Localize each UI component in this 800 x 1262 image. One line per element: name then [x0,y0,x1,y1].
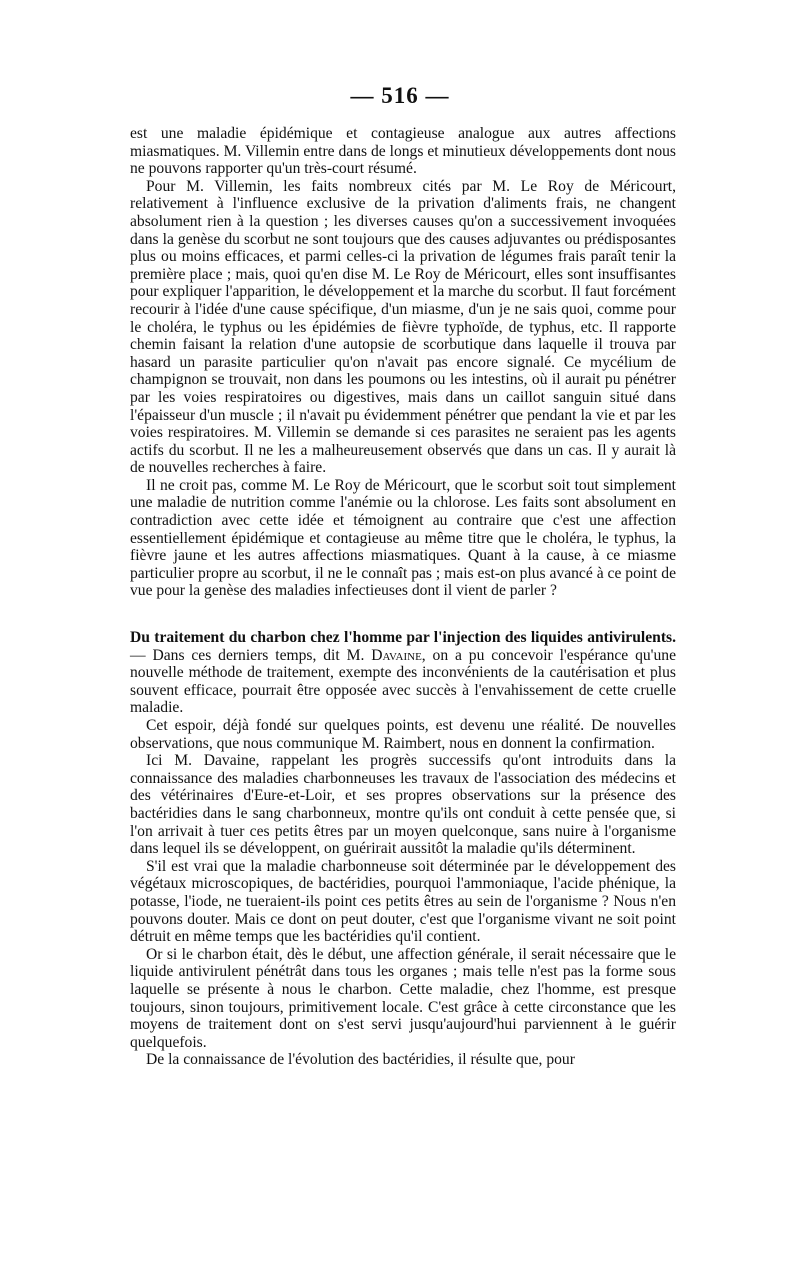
author-name: Davaine [371,646,422,664]
article-title: Du traitement du charbon chez l'homme par l'injection des liquides antivirulents. [130,629,676,647]
paragraph: Pour M. Villemin, les faits nombreux cités par M. Le Roy de Méricourt, relativement à l'influence exclusive de la privation d'aliments frais, ne changent absolument rien à la question ; les diverses causes qu'on a successivement invoquées dans la genèse du scorbut ne sont toujours que des causes adjuvantes ou prédisposantes plus ou moins efficaces, et parmi celles-ci la privation de légumes frais paraît tenir la première place ; mais, quoi qu'en dise M. Le Roy de Méricourt, elles sont insuffisantes pour expliquer l'apparition, le développement et la marche du scorbut. Il faut forcément recourir à l'idée d'une cause spécifique, d'un miasme, d'un je ne sais quoi, comme pour le choléra, le typhus ou les épidémies de fièvre typhoïde, de typhus, etc. Il rapporte chemin faisant la relation d'une autopsie de scorbutique dans laquelle il trouva par hasard un parasite particulier qu'on n'avait pas encore signalé. Ce mycélium de champignon se trouvait, non dans les poumons ou les intestins, où il aurait pu pénétrer par les voies respiratoires ou digestives, mais dans un caillot sanguin situé dans l'épaisseur d'un muscle ; il n'avait pu évidemment pénétrer que pendant la vie et par les voies respiratoires. M. Villemin se demande si ces parasites ne seraient pas les agents actifs du scorbut. Il ne les a malheureusement observés que dans un cas. Il y aurait là de nouvelles recherches à faire. [130,177,676,477]
body-text [130,125,676,1069]
paragraph: De la connaissance de l'évolution des bactéridies, il résulte que, pour [146,1051,575,1069]
paragraph: Ici M. Davaine, rappelant les progrès successifs qu'ont introduits dans la connaissance des maladies charbonneuses les travaux de l'association des médecins et des vétérinaires d'Eure-et-Loir, et ses propres observations sur la présence des bactéridies dans le sang charbonneux, montre qu'ils ont conduit à cette pensée que, si l'on arrivait à tuer ces petits êtres par un moyen quelconque, sans nuire à l'organisme dans lequel ils se développent, on guérirait aussitôt la maladie qu'ils déterminent. [130,752,676,858]
page-number: — 516 — [350,83,450,108]
article-intro-text: — Dans ces derniers temps, dit M. [130,646,372,664]
article-intro-paragraph [130,629,676,717]
paragraph: est une maladie épidémique et contagieuse analogue aux autres affections miasmatiques. M. Villemin entre dans de longs et minutieux développements dont nous ne pouvons rapporter qu'un très-court résumé. [130,125,676,178]
paragraph: Il ne croit pas, comme M. Le Roy de Méricourt, que le scorbut soit tout simplement une maladie de nutrition comme l'anémie ou la chlorose. Les faits sont absolument en contradiction avec cette idée et témoignent au contraire que c'est une affection essentiellement épidémique et contagieuse au même titre que le choléra, le typhus, la fièvre jaune et les autres affections miasmatiques. Quant à la cause, à ce miasme particulier propre au scorbut, il ne le connaît pas ; mais est-on plus avancé à ce point de vue pour la genèse des maladies infectieuses dont il vient de parler ? [130,476,676,600]
paragraph: Or si le charbon était, dès le début, une affection générale, il serait nécessaire que le liquide antivirulent pénétrât dans tous les organes ; mais telle n'est pas la forme sous laquelle se présente à nous le charbon. Cette maladie, chez l'homme, est presque toujours, sinon toujours, primitivement locale. C'est grâce à cette circonstance que les moyens de traitement dont on s'est servi jusqu'aujourd'hui parviennent à le guérir quelquefois. [130,945,676,1051]
paragraph: Cet espoir, déjà fondé sur quelques points, est devenu une réalité. De nouvelles observations, que nous communique M. Raimbert, nous en donnent la confirmation. [130,717,676,752]
article-intro-text: , on a pu concevoir l'espérance qu'une nouvelle méthode de traitement, exempte des inconvénients de la cautérisation et plus souvent efficace, pourrait être opposée avec succès à l'envahissement de cette cruelle maladie. [130,646,676,717]
paragraph: S'il est vrai que la maladie charbonneuse soit déterminée par le développement des végétaux microscopiques, de bactéridies, pourquoi l'ammoniaque, l'acide phénique, la potasse, l'iode, ne tueraient-ils point ces petits êtres au sein de l'organisme ? Nous n'en pouvons douter. Mais ce dont on peut douter, c'est que l'organisme vivant ne soit point détruit en même temps que les bactéridies qu'il contient. [130,857,676,946]
